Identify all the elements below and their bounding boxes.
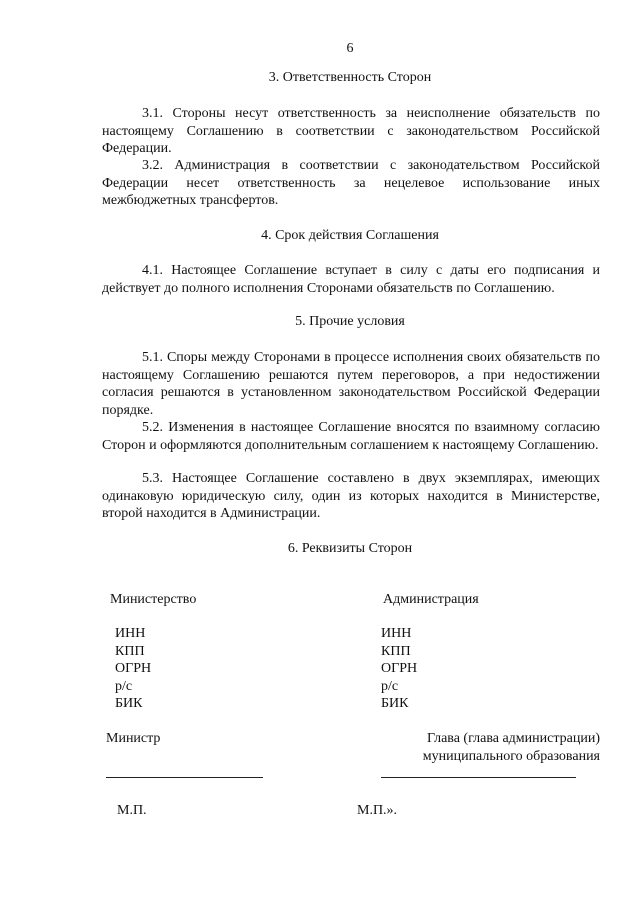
ministry-signatory-title: Министр xyxy=(106,731,161,746)
section-6-heading: 6. Реквизиты Сторон xyxy=(287,541,413,556)
administration-signature-line xyxy=(381,777,576,778)
requisite-bik: БИК xyxy=(115,696,143,712)
requisite-kpp: КПП xyxy=(381,643,411,659)
requisite-account: р/с xyxy=(381,678,399,694)
requisite-ogrn: ОГРН xyxy=(115,661,152,677)
ministry-signature-line xyxy=(106,777,263,778)
ministry-name: Министерство xyxy=(110,592,197,607)
administration-signatory-line-1: Глава (глава администрации) xyxy=(427,731,600,746)
clause-5-1: 5.1. Споры между Сторонами в процессе исполнения своих обязательств по настоящему Соглашению решаются путем переговоров, а при недостижении согласия решаются в установленном законодательством Российской Федерации порядке. xyxy=(102,350,600,418)
requisite-account: р/с xyxy=(115,678,133,694)
requisite-ogrn: ОГРН xyxy=(381,661,418,677)
section-4-heading: 4. Срок действия Соглашения xyxy=(261,228,439,243)
clause-3-2: 3.2. Администрация в соответствии с законодательством Российской Федерации несет ответственность за нецелевое использование иных межбюджетных трансфертов. xyxy=(102,158,600,209)
section-5-heading: 5. Прочие условия xyxy=(295,314,405,329)
clause-5-2: 5.2. Изменения в настоящее Соглашение вносятся по взаимному согласию Сторон и оформляются дополнительным соглашением к настоящему Соглашению. xyxy=(102,420,600,453)
administration-name: Администрация xyxy=(383,592,479,607)
administration-requisites xyxy=(381,625,417,713)
administration-signatory-line-2: муниципального образования xyxy=(422,749,600,764)
administration-stamp-mark: М.П.». xyxy=(357,803,398,818)
administration-signatory-title xyxy=(330,730,600,766)
ministry-requisites xyxy=(115,625,151,713)
section-3-heading: 3. Ответственность Сторон xyxy=(268,70,432,85)
requisite-bik: БИК xyxy=(381,696,409,712)
ministry-stamp-mark: М.П. xyxy=(117,803,147,818)
requisite-inn: ИНН xyxy=(381,626,412,641)
clause-5-3: 5.3. Настоящее Соглашение составлено в двух экземплярах, имеющих одинаковую юридическую силу, один из которых находится в Министерстве, второй находится в Администрации. xyxy=(102,471,600,522)
clause-4-1: 4.1. Настоящее Соглашение вступает в силу с даты его подписания и действует до полного исполнения Сторонами обязательств по Соглашению. xyxy=(102,263,600,296)
requisite-inn: ИНН xyxy=(115,626,146,641)
requisite-kpp: КПП xyxy=(115,643,145,659)
clause-3-1: 3.1. Стороны несут ответственность за неисполнение обязательств по настоящему Соглашению в соответствии с законодательством Российской Федерации. xyxy=(102,106,600,157)
page-number: 6 xyxy=(346,41,354,56)
